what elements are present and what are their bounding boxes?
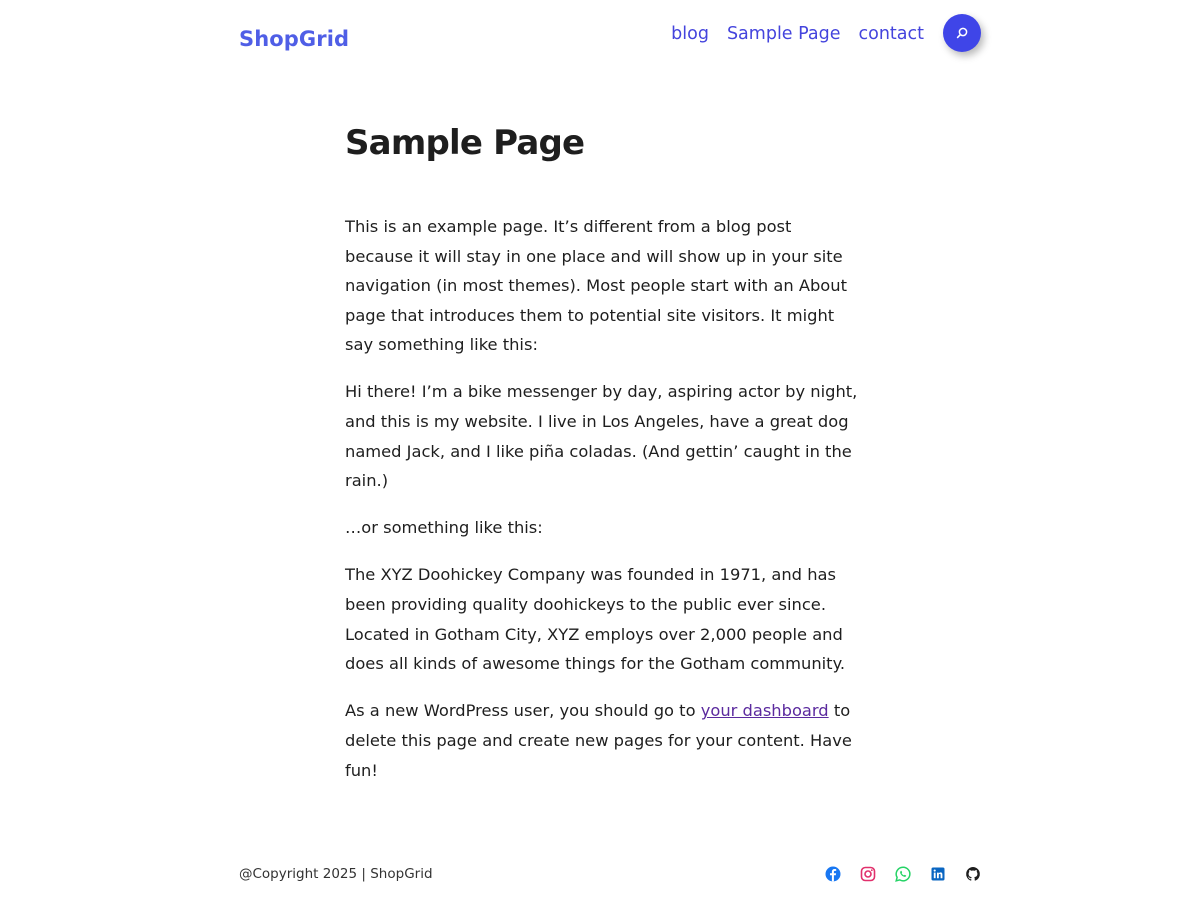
paragraph-dashboard: [345, 696, 860, 785]
copyright-text: @Copyright 2025 | ShopGrid: [239, 866, 433, 882]
paragraph: Hi there! I’m a bike messenger by day, aspiring actor by night, and this is my website. I live in Los Angeles, have a great dog named Jack, and I like piña coladas. (And gettin’ caught in the rain.): [345, 382, 858, 491]
site-header: [0, 0, 1200, 80]
nav-item-sample-page[interactable]: Sample Page: [726, 24, 841, 44]
github-icon: [964, 865, 982, 883]
nav-item-blog[interactable]: blog: [671, 24, 709, 44]
linkedin-link[interactable]: [929, 865, 947, 883]
page-content: [345, 118, 860, 803]
dashboard-link[interactable]: your dashboard: [700, 701, 829, 721]
instagram-icon: [859, 865, 877, 883]
primary-nav: [671, 22, 924, 46]
paragraph: This is an example page. It’s different from a blog post because it will stay in one place and will show up in your site navigation (in most themes). Most people start with an About page that introduces them to potential site visitors. It might say something like this:: [345, 217, 847, 355]
nav-item-contact[interactable]: contact: [858, 24, 924, 44]
search-button[interactable]: [943, 14, 981, 52]
paragraph: The XYZ Doohickey Company was founded in 1971, and has been providing quality doohickeys to the public ever since. Located in Gotham City, XYZ employs over 2,000 people and does all kinds of awesome things for the Gotham community.: [345, 565, 846, 674]
linkedin-icon: [929, 865, 947, 883]
social-links: [824, 865, 982, 883]
site-title-link[interactable]: ShopGrid: [239, 27, 350, 51]
facebook-link[interactable]: [824, 865, 842, 883]
facebook-icon: [824, 865, 842, 883]
github-link[interactable]: [964, 865, 982, 883]
paragraph: …or something like this:: [345, 518, 543, 538]
page-title: Sample Page: [345, 123, 585, 163]
search-icon: [955, 26, 969, 40]
site-footer: [0, 855, 1200, 895]
instagram-link[interactable]: [859, 865, 877, 883]
paragraph-text-before: As a new WordPress user, you should go to: [345, 701, 701, 721]
paragraph-text-after: to delete this page and create new pages for your content. Have fun!: [345, 701, 852, 780]
whatsapp-link[interactable]: [894, 865, 912, 883]
whatsapp-icon: [894, 865, 912, 883]
